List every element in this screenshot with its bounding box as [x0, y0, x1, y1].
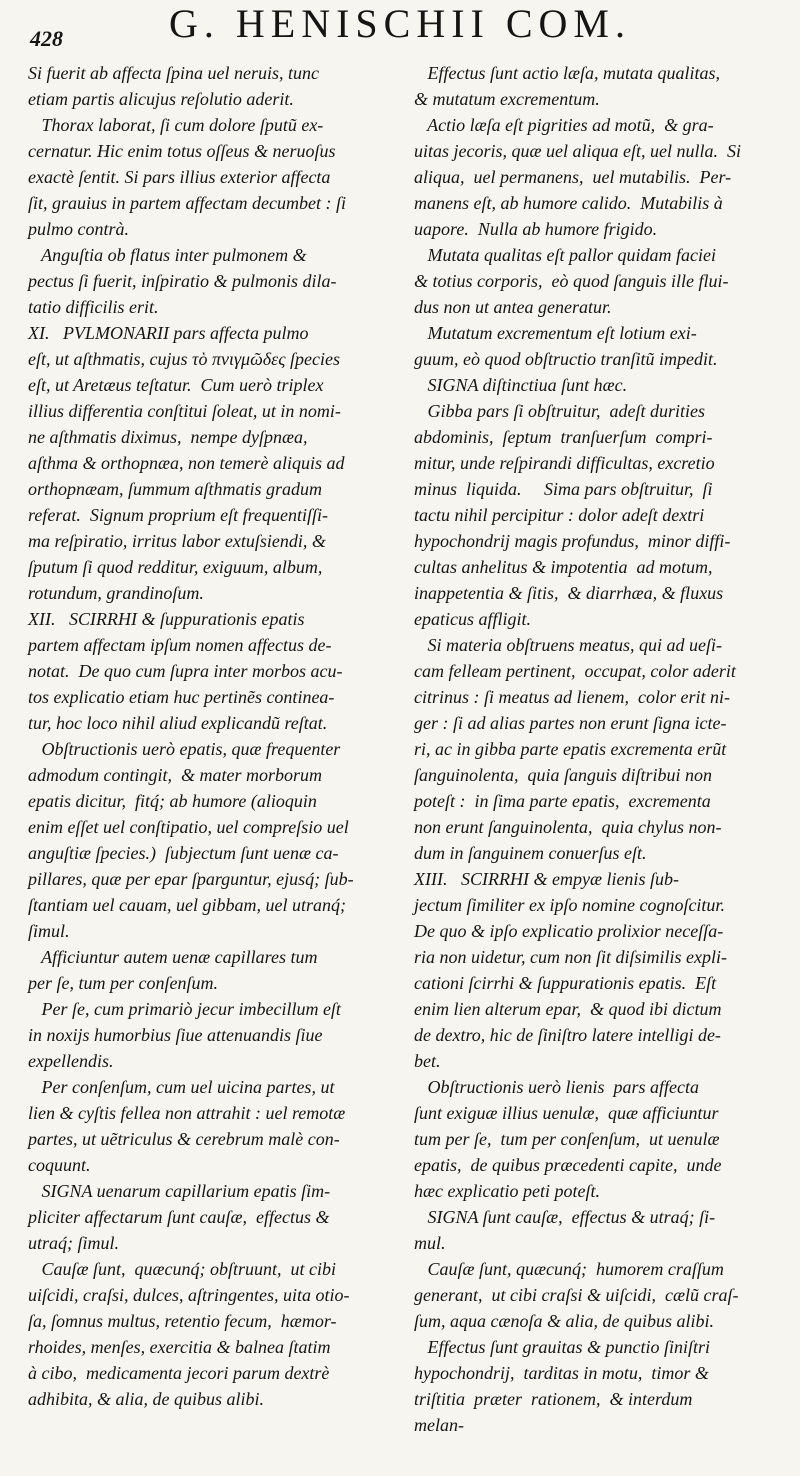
text-line: ſa, ſomnus multus, retentio fecum, hæmor-	[28, 1311, 337, 1331]
page-number: 428	[30, 26, 63, 51]
text-line: rotundum, grandinoſum.	[28, 583, 204, 603]
text-line: Per conſenſum, cum uel uicina partes, ut	[28, 1077, 335, 1097]
text-line: Si fuerit ab affecta ſpina uel neruis, tunc	[28, 63, 319, 83]
text-line: dum in ſanguinem conuerſus eſt.	[414, 843, 647, 863]
text-line: notat. De quo cum ſupra inter morbos acu-	[28, 661, 343, 681]
text-line: jectum ſimiliter ex ipſo nomine cognoſcitur.	[414, 895, 725, 915]
text-line: ſunt exiguæ illius uenulæ, quæ afficiuntur	[414, 1103, 719, 1123]
text-line: epaticus affligit.	[414, 609, 531, 629]
text-line: generant, ut cibi craſsi & uiſcidi, cælũ craſ-	[414, 1285, 739, 1305]
text-line: Obſtructionis uerò lienis pars affecta	[414, 1077, 699, 1097]
text-line: aſthma & orthopnæa, non temerè aliquis ad	[28, 453, 345, 473]
text-line: & mutatum excrementum.	[414, 89, 600, 109]
text-line: coquunt.	[28, 1155, 91, 1175]
text-line: pillares, quæ per epar ſparguntur, ejusq́; ſub-	[28, 869, 354, 889]
text-line: cernatur. Hic enim totus oſſeus & neruoſus	[28, 141, 336, 161]
text-line: de dextro, hic de ſiniſtro latere intelligi de-	[414, 1025, 721, 1045]
text-line: referat. Signum proprium eſt frequentiſſi-	[28, 505, 328, 525]
text-line: partem affectam ipſum nomen affectus de-	[28, 635, 332, 655]
text-line: pulmo contrà.	[28, 219, 129, 239]
text-line: tos explicatio etiam huc pertinẽs continea-	[28, 687, 335, 707]
text-line: ſanguinolenta, quia ſanguis diſtribui non	[414, 765, 713, 785]
text-line: ger : ſi ad alias partes non erunt ſigna icte-	[414, 713, 727, 733]
text-line: Actio læſa eſt pigrities ad motũ, & gra-	[414, 115, 714, 135]
text-line: ſum, aqua cænoſa & alia, de quibus alibi.	[414, 1311, 714, 1331]
text-line: anguſtiæ ſpecies.) ſubjectum ſunt uenæ ca-	[28, 843, 339, 863]
text-line: partes, ut uẽtriculus & cerebrum malè con-	[28, 1129, 340, 1149]
text-line: ne aſthmatis diximus, nempe dyſpnæa,	[28, 427, 308, 447]
running-head: G. HENISCHII COM.	[169, 1, 631, 46]
text-line: ma reſpiratio, irritus labor extuſsiendi, &	[28, 531, 326, 551]
text-line: ſputum ſi quod redditur, exiguum, album,	[28, 557, 323, 577]
text-line: Si materia obſtruens meatus, qui ad ueſi-	[414, 635, 722, 655]
text-line: melan-	[414, 1415, 464, 1435]
text-line: admodum contingit, & mater morborum	[28, 765, 322, 785]
text-line: non erunt ſanguinolenta, quia chylus non-	[414, 817, 722, 837]
text-line: tactu nihil percipitur : dolor adeſt dextri	[414, 505, 705, 525]
text-line: SIGNA diſtinctiua ſunt hæc.	[414, 375, 628, 395]
text-line: SIGNA ſunt cauſæ, effectus & utraq́; ſi-	[414, 1207, 716, 1227]
text-line: XIII. SCIRRHI & empyæ lienis ſub-	[414, 869, 679, 889]
text-line: exactè ſentit. Si pars illius exterior affecta	[28, 167, 331, 187]
text-line: eſt, ut Aretæus teſtatur. Cum uerò triplex	[28, 375, 324, 395]
text-line: rhoides, menſes, exercitia & balnea ſtatim	[28, 1337, 331, 1357]
text-line: adhibita, & alia, de quibus alibi.	[28, 1389, 265, 1409]
text-line: lien & cyſtis fellea non attrahit : uel remotæ	[28, 1103, 346, 1123]
text-line: utraq́; ſimul.	[28, 1233, 120, 1253]
text-line: pliciter affectarum ſunt cauſæ, effectus &	[28, 1207, 330, 1227]
text-line: uitas jecoris, quæ uel aliqua eſt, uel nulla. Si	[414, 141, 741, 161]
text-line: tatio difficilis erit.	[28, 297, 159, 317]
text-line: citrinus : ſi meatus ad lienem, color erit ni-	[414, 687, 730, 707]
text-line: XII. SCIRRHI & ſuppurationis epatis	[28, 609, 305, 629]
text-line: Obſtructionis uerò epatis, quæ frequenter	[28, 739, 341, 759]
text-line: in noxijs humorbius ſiue attenuandis ſiue	[28, 1025, 323, 1045]
text-line: ri, ac in gibba parte epatis excrementa erũt	[414, 739, 727, 759]
text-line: poteſt : in ſima parte epatis, excrementa	[414, 791, 711, 811]
text-line: Cauſæ ſunt, quæcunq́; obſtruunt, ut cibi	[28, 1259, 337, 1279]
text-line: dus non ut antea generatur.	[414, 297, 612, 317]
right-column	[414, 60, 784, 1438]
text-line: ſtantiam uel cauam, uel gibbam, uel utranq́;	[28, 895, 346, 915]
text-line: per ſe, tum per conſenſum.	[28, 973, 218, 993]
text-line: à cibo, medicamenta jecori parum dextrè	[28, 1363, 330, 1383]
text-line: bet.	[414, 1051, 441, 1071]
text-line: tum per ſe, tum per conſenſum, ut uenulæ	[414, 1129, 720, 1149]
text-line: etiam partis alicujus reſolutio aderit.	[28, 89, 294, 109]
text-line: Mutatum excrementum eſt lotium exi-	[414, 323, 697, 343]
text-line: Afficiuntur autem uenæ capillares tum	[28, 947, 318, 967]
text-line: orthopnæam, ſummum aſthmatis gradum	[28, 479, 323, 499]
text-line: cationi ſcirrhi & ſuppurationis epatis. Eſt	[414, 973, 717, 993]
text-line: Per ſe, cum primariò jecur imbecillum eſt	[28, 999, 341, 1019]
text-line: hypochondrij magis profundus, minor diffi-	[414, 531, 731, 551]
text-line: eſt, ut aſthmatis, cujus τὸ πνιγμῶδες ſpecies	[28, 349, 341, 369]
text-line: minus liquida. Sima pars obſtruitur, ſi	[414, 479, 713, 499]
text-line: ria non uidetur, cum non ſit diſsimilis expli-	[414, 947, 727, 967]
text-line: hypochondrij, tarditas in motu, timor &	[414, 1363, 709, 1383]
text-line: illius differentia conſtitui ſoleat, ut in nomi-	[28, 401, 341, 421]
text-line: Effectus ſunt actio læſa, mutata qualitas,	[414, 63, 720, 83]
text-line: ſimul.	[28, 921, 70, 941]
text-line: cultas anhelitus & impotentia ad motum,	[414, 557, 713, 577]
text-line: uapore. Nulla ab humore frigido.	[414, 219, 658, 239]
text-line: triſtitia præter rationem, & interdum	[414, 1389, 693, 1409]
text-line: epatis dicitur, fitq́; ab humore (alioquin	[28, 791, 317, 811]
text-line: XI. PVLMONARII pars affecta pulmo	[28, 323, 309, 343]
text-line: tur, hoc loco nihil aliud explicandũ reſtat.	[28, 713, 328, 733]
text-line: De quo & ipſo explicatio prolixior neceſſa-	[414, 921, 724, 941]
text-line: enim lien alterum epar, & quod ibi dictum	[414, 999, 722, 1019]
left-column	[28, 60, 398, 1412]
text-line: mitur, unde reſpirandi difficultas, excretio	[414, 453, 715, 473]
text-line: mul.	[414, 1233, 446, 1253]
text-line: expellendis.	[28, 1051, 114, 1071]
text-line: aliqua, uel permanens, uel mutabilis. Per-	[414, 167, 732, 187]
text-line: Gibba pars ſi obſtruitur, adeſt durities	[414, 401, 706, 421]
text-line: manens eſt, ab humore calido. Mutabilis à	[414, 193, 723, 213]
text-line: guum, eò quod obſtructio tranſitũ impedit.	[414, 349, 718, 369]
text-line: enim eſſet uel conſtipatio, uel compreſsio uel	[28, 817, 349, 837]
text-line: pectus ſi fuerit, inſpiratio & pulmonis dila-	[28, 271, 337, 291]
text-line: Thorax laborat, ſi cum dolore ſputũ ex-	[28, 115, 324, 135]
text-line: SIGNA uenarum capillarium epatis ſim-	[28, 1181, 331, 1201]
text-line: abdominis, ſeptum tranſuerſum compri-	[414, 427, 713, 447]
text-line: Effectus ſunt grauitas & punctio ſiniſtri	[414, 1337, 710, 1357]
text-line: Cauſæ ſunt, quæcunq́; humorem craſſum	[414, 1259, 724, 1279]
text-line: Anguſtia ob flatus inter pulmonem &	[28, 245, 307, 265]
text-line: ſit, grauius in partem affectam decumbet : ſi	[28, 193, 346, 213]
text-line: Mutata qualitas eſt pallor quidam faciei	[414, 245, 716, 265]
text-line: uiſcidi, craſsi, dulces, aſtringentes, uita otio-	[28, 1285, 350, 1305]
text-line: epatis, de quibus præcedenti capite, unde	[414, 1155, 722, 1175]
text-line: hæc explicatio peti poteſt.	[414, 1181, 600, 1201]
text-line: cam felleam pertinent, occupat, color aderit	[414, 661, 736, 681]
text-line: inappetentia & ſitis, & diarrhæa, & fluxus	[414, 583, 724, 603]
text-line: & totius corporis, eò quod ſanguis ille flui-	[414, 271, 729, 291]
